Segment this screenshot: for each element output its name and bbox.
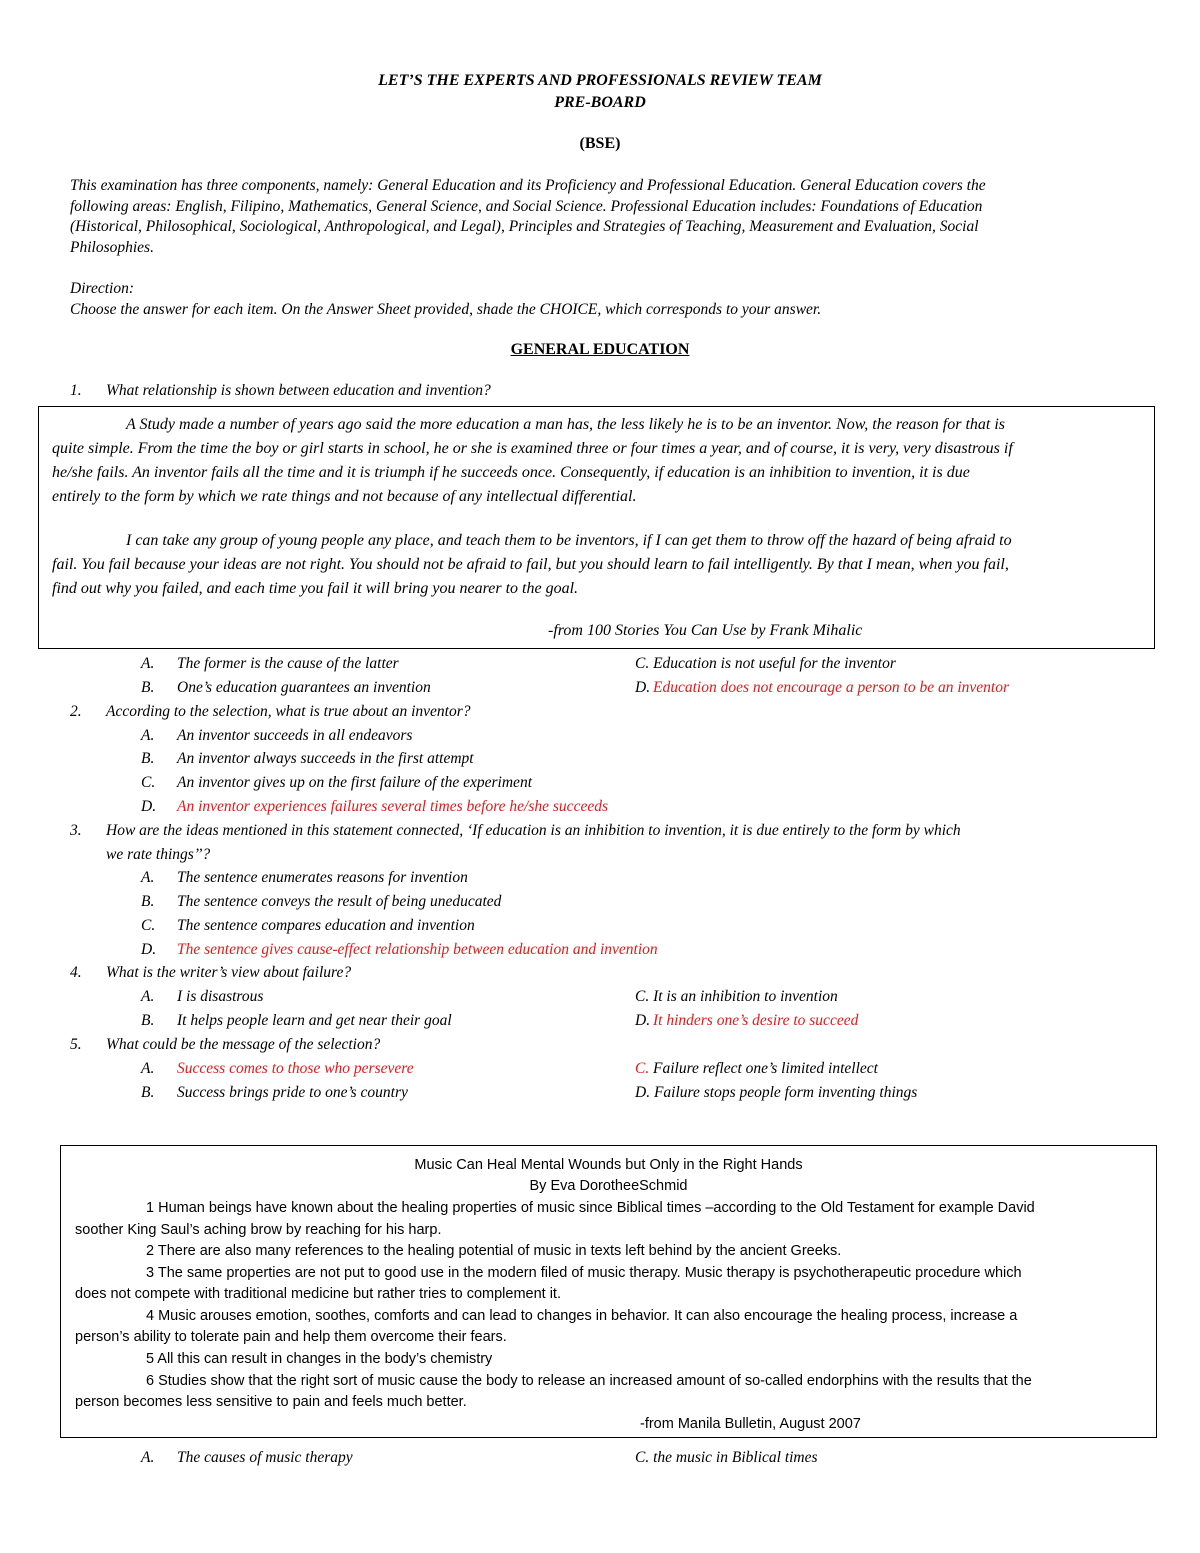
- choice-text: One’s education guarantees an invention: [177, 679, 431, 696]
- intro-line: This examination has three components, namely: General Education and its Proficiency and Professional Education. General Education covers the: [70, 177, 986, 194]
- choice-text: The sentence conveys the result of being uneducated: [177, 893, 502, 910]
- question-number: 1.: [70, 382, 82, 399]
- passage-source: -from 100 Stories You Can Use by Frank Mihalic: [548, 622, 863, 639]
- document-subtitle: PRE-BOARD: [554, 94, 646, 111]
- passage-line: 4 Music arouses emotion, soothes, comforts and can lead to changes in behavior. It can also encourage the healing process, increase a: [146, 1308, 1018, 1324]
- choice-text: An inventor always succeeds in the first attempt: [177, 750, 474, 767]
- choice-letter: A.: [141, 869, 155, 886]
- passage-line: fail. You fail because your ideas are not right. You should not be afraid to fail, but you should learn to fail intelligently. By that I mean, when you fail,: [52, 556, 1009, 573]
- passage-line: 6 Studies show that the right sort of music cause the body to release an increased amount of so-called endorphins with the results that the: [146, 1373, 1032, 1389]
- question-number: 5.: [70, 1036, 82, 1053]
- choice-text: C. Education is not useful for the inventor: [635, 655, 896, 672]
- section-title: GENERAL EDUCATION: [510, 341, 690, 358]
- intro-line: (Historical, Philosophical, Sociological, Anthropological, and Legal), Principles and Strategies of Teaching, Measurement and Evaluation, Social: [70, 218, 979, 235]
- question-text: What is the writer’s view about failure?: [106, 964, 352, 981]
- choice-text: D. Failure stops people form inventing things: [635, 1084, 918, 1101]
- question-text-continued: we rate things’’?: [106, 846, 211, 863]
- passage-line: person’s ability to tolerate pain and help them overcome their fears.: [75, 1329, 507, 1345]
- choice-text: Success brings pride to one’s country: [177, 1084, 408, 1101]
- choice-letter: D.: [141, 941, 157, 958]
- question-number: 2.: [70, 703, 82, 720]
- passage-source: -from Manila Bulletin, August 2007: [640, 1416, 861, 1432]
- intro-line: following areas: English, Filipino, Mathematics, General Science, and Social Science. Professional Education includes: Foundations of Education: [70, 197, 983, 215]
- passage-line: he/she fails. An inventor fails all the time and it is triumph if he succeeds once. Consequently, if education is an inhibition to invention, it is due: [52, 464, 970, 481]
- question-text: How are the ideas mentioned in this statement connected, ‘If education is an inhibition to invention, it is due entirely to the form by which: [106, 822, 961, 839]
- choice-text: C. the music in Biblical times: [635, 1449, 818, 1466]
- passage-line: soother King Saul’s aching brow by reaching for his harp.: [75, 1222, 442, 1238]
- document-title: LET’S THE EXPERTS AND PROFESSIONALS REVIEW TEAM: [378, 72, 822, 89]
- choice-text: The sentence enumerates reasons for invention: [177, 869, 468, 886]
- choice-letter: A.: [141, 1060, 155, 1077]
- question-number: 4.: [70, 964, 82, 981]
- passage-line: 3 The same properties are not put to good use in the modern filed of music therapy. Music therapy is psychotherapeutic procedure which: [146, 1265, 1022, 1281]
- question-text: According to the selection, what is true about an inventor?: [106, 703, 471, 720]
- choice-letter: A.: [141, 655, 155, 672]
- passage-line: 5 All this can result in changes in the body’s chemistry: [146, 1351, 493, 1367]
- passage-line: does not compete with traditional medicine but rather tries to complement it.: [75, 1286, 561, 1302]
- choice-letter: B.: [141, 1084, 155, 1101]
- direction-text: Choose the answer for each item. On the Answer Sheet provided, shade the CHOICE, which corresponds to your answer.: [70, 301, 822, 318]
- passage-line: entirely to the form by which we rate things and not because of any intellectual differential.: [52, 488, 637, 505]
- passage-line: A Study made a number of years ago said the more education a man has, the less likely he is to be an inventor. Now, the reason for that is: [126, 416, 1006, 433]
- choice-text: The causes of music therapy: [177, 1449, 353, 1466]
- choice-text: It helps people learn and get near their goal: [177, 1012, 452, 1029]
- choice-letter: A.: [141, 988, 155, 1005]
- intro-line: Philosophies.: [70, 238, 154, 256]
- choice-letter: C.: [141, 774, 156, 791]
- choice-letter: C.: [141, 917, 156, 934]
- choice-text: The former is the cause of the latter: [177, 655, 399, 672]
- passage-author: By Eva DorotheeSchmid: [529, 1178, 688, 1194]
- choice-letter: A.: [141, 727, 155, 744]
- choice-letter: D.: [141, 798, 157, 815]
- choice-text: C. It is an inhibition to invention: [635, 988, 838, 1005]
- answer-choice-text: Education does not encourage a person to be an inventor: [653, 679, 1010, 696]
- passage-title: Music Can Heal Mental Wounds but Only in the Right Hands: [414, 1157, 803, 1173]
- choice-letter: B.: [141, 679, 155, 696]
- passage-line: person becomes less sensitive to pain and feels much better.: [75, 1394, 467, 1410]
- passage-line: 1 Human beings have known about the healing properties of music since Biblical times –according to the Old Testament for example David: [146, 1200, 1035, 1216]
- passage-line: quite simple. From the time the boy or girl starts in school, he or she is examined three or four times a year, and of course, it is very, very disastrous if: [52, 440, 1013, 457]
- choice-letter: D.: [635, 1012, 651, 1029]
- choice-text: An inventor gives up on the first failure of the experiment: [177, 774, 532, 791]
- exam-code: (BSE): [579, 135, 621, 152]
- choice-letter: C.: [635, 1060, 650, 1077]
- choice-letter: A.: [141, 1449, 155, 1466]
- answer-choice-text: The sentence gives cause-effect relationship between education and invention: [177, 941, 658, 958]
- direction-label: Direction:: [70, 280, 134, 297]
- answer-choice-text: Success comes to those who persevere: [177, 1060, 414, 1077]
- question-text: What could be the message of the selection?: [106, 1036, 381, 1053]
- passage-line: 2 There are also many references to the healing potential of music in texts left behind by the ancient Greeks.: [146, 1243, 842, 1259]
- passage-line: find out why you failed, and each time you fail it will bring you nearer to the goal.: [52, 580, 579, 597]
- choice-letter: B.: [141, 1012, 155, 1029]
- choice-text: I is disastrous: [177, 988, 264, 1005]
- answer-choice-text: It hinders one’s desire to succeed: [653, 1012, 859, 1029]
- choice-text: Failure reflect one’s limited intellect: [653, 1060, 878, 1077]
- intro-paragraph: [70, 176, 1170, 258]
- choice-text: The sentence compares education and invention: [177, 917, 475, 934]
- question-number: 3.: [70, 822, 82, 839]
- choice-letter: B.: [141, 893, 155, 910]
- answer-choice-text: An inventor experiences failures several times before he/she succeeds: [177, 798, 608, 815]
- choice-letter: B.: [141, 750, 155, 767]
- passage-line: I can take any group of young people any place, and teach them to be inventors, if I can get them to throw off the hazard of being afraid to: [126, 532, 1012, 549]
- choice-letter: D.: [635, 679, 651, 696]
- question-text: What relationship is shown between education and invention?: [106, 382, 491, 399]
- choice-text: An inventor succeeds in all endeavors: [177, 727, 413, 744]
